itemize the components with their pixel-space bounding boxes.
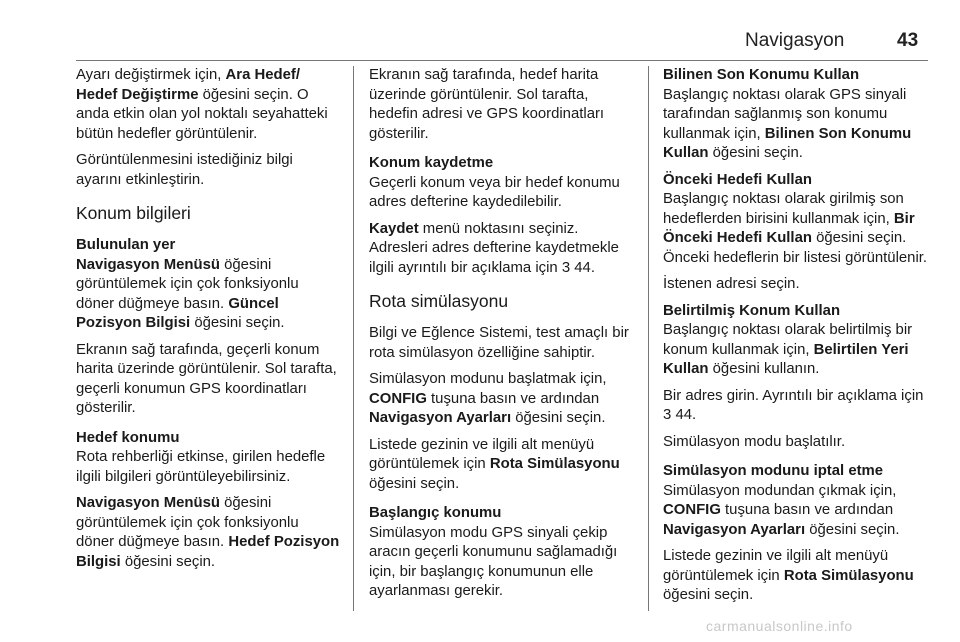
paragraph: Simülasyon modundan çıkmak için, CONFIG tuşuna basın ve ardından Navigasyon Ayarları öğesini seçin.: [663, 482, 900, 538]
paragraph: Bilgi ve Eğlence Sistemi, test amaçlı bir rota simülasyon özelliğine sahiptir.: [369, 325, 629, 361]
subsection-heading: Hedef konumu: [76, 429, 180, 446]
subsection-heading: Belirtilmiş Konum Kullan: [663, 302, 841, 319]
page-reference-icon: 3: [663, 407, 672, 423]
subsection-heading: Bilinen Son Konumu Kullan: [663, 67, 860, 83]
paragraph: Kaydet menü noktasını seçiniz. Adresleri adres defterine kaydetmekle ilgili ayrıntılı bir açıklama için 3 44.: [369, 220, 619, 276]
paragraph: Başlangıç noktası olarak belirtilmiş bir konum kullanmak için, Belirtilen Yeri Kullan öğesini kullanın.: [663, 322, 913, 377]
paragraph: Ayarı değiştirmek için, Ara Hedef/ Hedef Değiştirme öğesini seçin. O anda etkin olan yol noktalı seyahatteki bütün hedefler görüntülenir.: [76, 67, 328, 142]
paragraph: Navigasyon Menüsü öğesini görüntülemek için çok fonksiyonlu döner düğmeye basın. Güncel Pozisyon Bilgisi öğesini seçin.: [76, 256, 299, 331]
column-divider: [648, 66, 649, 611]
header-rule: [76, 60, 928, 61]
section-heading: Rota simülasyonu: [369, 291, 509, 311]
paragraph: Bir adres girin. Ayrıntılı bir açıklama için 3 44.: [663, 387, 924, 423]
subsection-heading: Konum kaydetme: [369, 155, 494, 171]
paragraph: Görüntülenmesini istediğiniz bilgi ayarını etkinleştirin.: [76, 152, 293, 188]
section-heading: Konum bilgileri: [76, 203, 191, 223]
subsection-heading: Bulunulan yer: [76, 237, 176, 253]
paragraph: Simülasyon modu GPS sinyali çekip aracın geçerli konumunu sağlamadığı için, bir başlangıç konumunun elle ayarlanması gerekir.: [369, 524, 618, 599]
column-2: [369, 66, 637, 609]
column-3: [663, 66, 933, 613]
paragraph: Geçerli konum veya bir hedef konumu adres defterine kaydedilebilir.: [369, 174, 620, 210]
paragraph: Başlangıç noktası olarak girilmiş son hedeflerden birisini kullanmak için, Bir Önceki Hedefi Kullan öğesini seçin. Önceki hedeflerin bir listesi görüntülenir.: [663, 191, 928, 266]
paragraph: Ekranın sağ tarafında, geçerli konum harita üzerinde görüntülenir. Sol tarafta, geçerli konumun GPS koordinatları gösterilir.: [76, 341, 337, 416]
subsection-heading: Simülasyon modunu iptal etme: [663, 463, 884, 479]
page-reference[interactable]: 44.: [574, 259, 595, 276]
subsection-heading: Başlangıç konumu: [369, 505, 502, 521]
page-reference[interactable]: 44.: [675, 407, 697, 423]
page-number: 43: [897, 30, 919, 51]
section-title: Navigasyon: [745, 30, 845, 51]
page-reference-icon: 3: [561, 259, 571, 276]
subsection-heading: Önceki Hedefi Kullan: [663, 171, 812, 188]
page-header: [0, 22, 960, 62]
paragraph: İstenen adresi seçin.: [663, 276, 800, 292]
column-1: [76, 66, 340, 579]
paragraph: Simülasyon modu başlatılır.: [663, 433, 846, 450]
paragraph: Navigasyon Menüsü öğesini görüntülemek için çok fonksiyonlu döner düğmeye basın. Hedef Pozisyon Bilgisi öğesini seçin.: [76, 495, 340, 570]
paragraph: Başlangıç noktası olarak GPS sinyali tarafından sağlanmış son konumu kullanmak için, Bilinen Son Konumu Kullan öğesini seçin.: [663, 86, 912, 161]
paragraph: Listede gezinin ve ilgili alt menüyü görüntülemek için Rota Simülasyonu öğesini seçin.: [369, 436, 620, 492]
paragraph: Ekranın sağ tarafında, hedef harita üzerinde görüntülenir. Sol tarafta, hedefin adresi ve GPS koordinatları gösterilir.: [369, 67, 605, 142]
watermark: carmanualsonline.info: [706, 618, 853, 634]
paragraph: Listede gezinin ve ilgili alt menüyü görüntülemek için Rota Simülasyonu öğesini seçin.: [663, 548, 914, 603]
paragraph: Rota rehberliği etkinse, girilen hedefle ilgili bilgileri görüntüleyebilirsiniz.: [76, 449, 326, 485]
paragraph: Simülasyon modunu başlatmak için, CONFIG tuşuna basın ve ardından Navigasyon Ayarları öğesini seçin.: [369, 371, 607, 426]
column-divider: [353, 66, 354, 611]
